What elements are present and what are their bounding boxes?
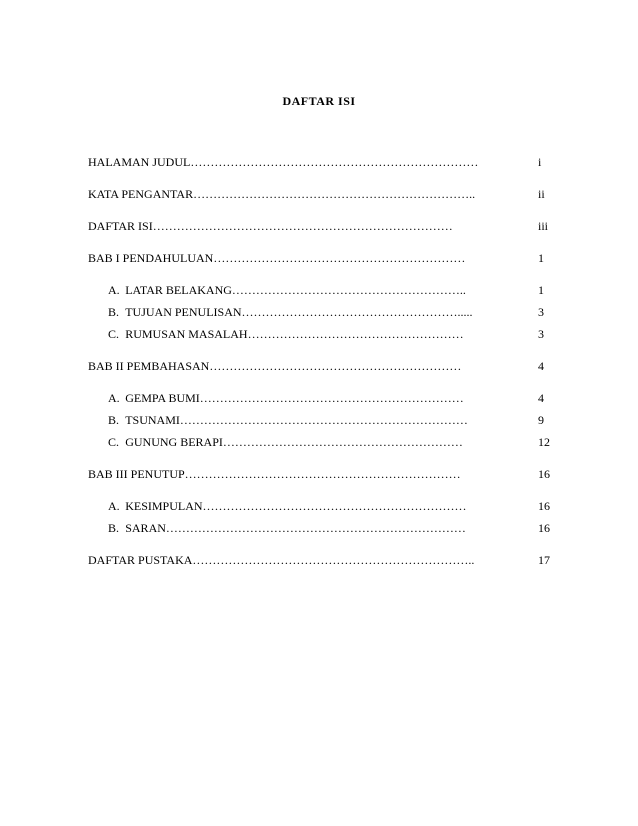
toc-entry-text: LATAR BELAKANG………………………………………………….. bbox=[125, 283, 466, 297]
toc-sub-letter: A. bbox=[108, 283, 120, 297]
toc-page-number: 1 bbox=[538, 251, 544, 265]
toc-page-number: iii bbox=[538, 219, 549, 233]
toc-page-number: 16 bbox=[538, 467, 550, 481]
toc-subentry-rumusan-masalah bbox=[108, 327, 506, 341]
toc-sub-letter: A. bbox=[108, 391, 120, 405]
toc-sub-letter: B. bbox=[108, 521, 120, 535]
toc-entry-daftar-isi bbox=[88, 219, 506, 233]
page-title: DAFTAR ISI bbox=[282, 94, 356, 108]
toc-entry-kata-pengantar bbox=[88, 187, 506, 201]
toc-entry-text: TSUNAMI……………………………………………………………… bbox=[125, 413, 468, 427]
toc-page-number: 4 bbox=[538, 359, 544, 373]
toc-page-number: 9 bbox=[538, 413, 544, 427]
toc-entry-daftar-pustaka bbox=[88, 553, 506, 567]
toc-sub-letter: C. bbox=[108, 327, 120, 341]
toc-entry-bab-2 bbox=[88, 359, 506, 373]
toc-entry-text: TUJUAN PENULISAN………………………………………………..... bbox=[125, 305, 473, 319]
toc-page-number: 16 bbox=[538, 499, 550, 513]
toc-sub-letter: A. bbox=[108, 499, 120, 513]
toc-subentry-tsunami bbox=[108, 413, 506, 427]
toc-entry-text: RUMUSAN MASALAH……………………………………………… bbox=[125, 327, 464, 341]
toc-page-number: ii bbox=[538, 187, 545, 201]
toc-entry-text: GEMPA BUMI………………………………………………………… bbox=[125, 391, 464, 405]
toc-page-number: 1 bbox=[538, 283, 544, 297]
toc-entry-bab-1 bbox=[88, 251, 506, 265]
toc-subentry-saran bbox=[108, 521, 506, 535]
toc-page-number: 4 bbox=[538, 391, 544, 405]
toc-page-number: 3 bbox=[538, 327, 544, 341]
toc-subentry-tujuan-penulisan bbox=[108, 305, 506, 319]
toc-sub-letter: C. bbox=[108, 435, 120, 449]
toc-subentry-kesimpulan bbox=[108, 499, 506, 513]
toc-page-number: 17 bbox=[538, 553, 550, 567]
toc-entry-halaman-judul bbox=[88, 155, 506, 169]
toc-subentry-gunung-berapi bbox=[108, 435, 506, 449]
toc-entry-text: KESIMPULAN………………………………………………………… bbox=[125, 499, 467, 513]
toc-entry-text: KATA PENGANTAR…………………………………………………………….. bbox=[88, 187, 476, 201]
toc-entry-text: DAFTAR PUSTAKA…………………………………………………………….. bbox=[88, 553, 475, 567]
toc-sub-letter: B. bbox=[108, 305, 120, 319]
toc-entry-text: BAB I PENDAHULUAN……………………………………………………… bbox=[88, 251, 466, 265]
toc-entry-text: DAFTAR ISI………………………………………………………………… bbox=[88, 219, 453, 233]
toc-subentry-gempa-bumi bbox=[108, 391, 506, 405]
toc-entry-bab-3 bbox=[88, 467, 506, 481]
toc-page-number: 3 bbox=[538, 305, 544, 319]
toc-entry-text: GUNUNG BERAPI…………………………………………………… bbox=[125, 435, 463, 449]
toc-sub-letter: B. bbox=[108, 413, 120, 427]
toc-entry-text: SARAN………………………………………………………………… bbox=[125, 521, 466, 535]
toc-page-number: 12 bbox=[538, 435, 550, 449]
toc-subentry-latar-belakang bbox=[108, 283, 506, 297]
toc-entry-text: BAB III PENUTUP…………………………………………………………… bbox=[88, 467, 461, 481]
toc-entry-text: BAB II PEMBAHASAN……………………………………………………… bbox=[88, 359, 462, 373]
toc-page-number: i bbox=[538, 155, 542, 169]
toc-page-number: 16 bbox=[538, 521, 550, 535]
toc-entry-text: HALAMAN JUDUL……………………………………………………………… bbox=[88, 155, 479, 169]
